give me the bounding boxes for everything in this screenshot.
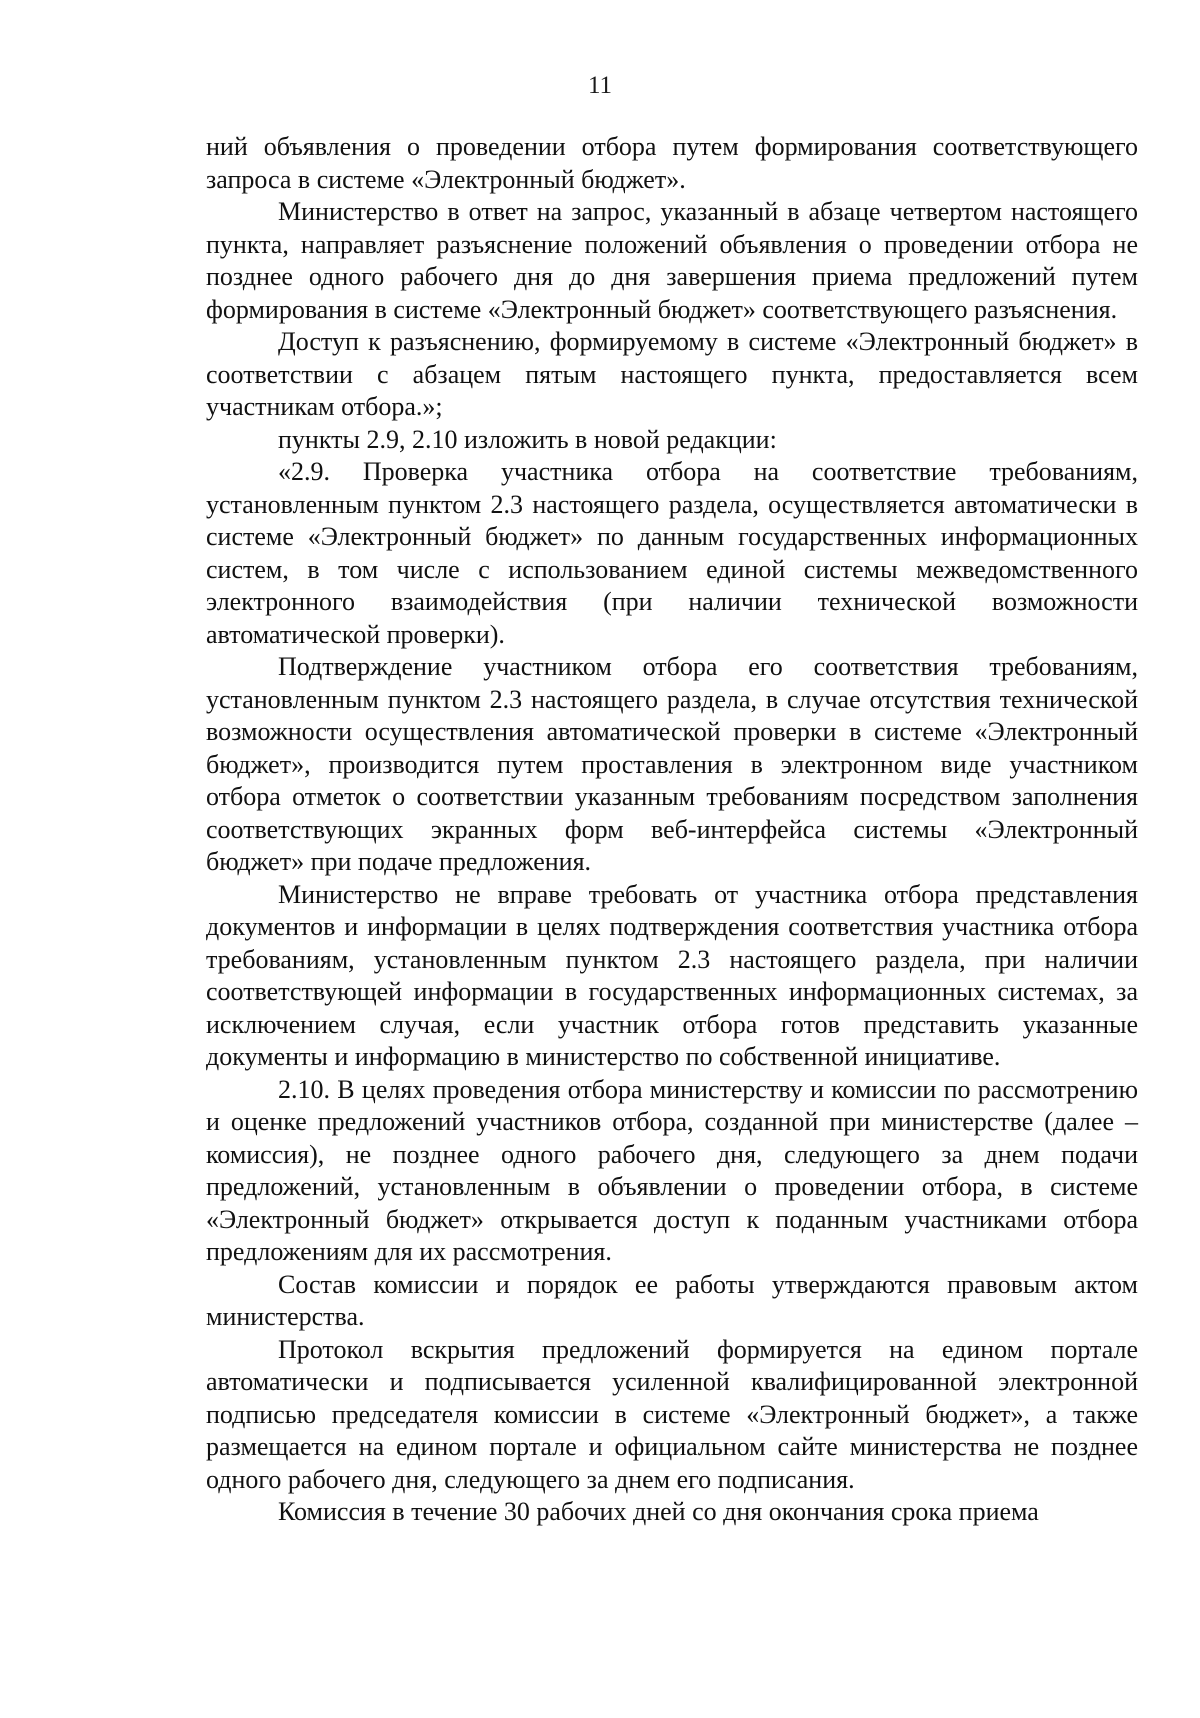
paragraph: Доступ к разъяснению, формируемому в системе «Электронный бюджет» в соответствии с абзацем пятым настоящего пункта, предоставляется всем участникам отбора.»; xyxy=(206,327,1138,421)
paragraph: пункты 2.9, 2.10 изложить в новой редакции: xyxy=(278,424,777,454)
paragraph: 2.10. В целях проведения отбора министерству и комиссии по рассмотрению и оценке предложений участников отбора, созданной при министерстве (далее – комиссия), не позднее одного рабочего дня, следующего за днем подачи предложений, установленным в объявлении о проведении отбора, в системе «Электронный бюджет» открывается доступ к поданным участниками отбора предложениям для их рассмотрения. xyxy=(206,1074,1138,1266)
document-body xyxy=(206,131,1138,1529)
paragraph: Министерство не вправе требовать от участника отбора представления документов и информации в целях подтверждения соответствия участника отбора требованиям, установленным пунктом 2.3 настоящего раздела, при наличии соответствующей информации в государственных информационных системах, за исключением случая, если участник отбора готов представить указанные документы и информацию в министерство по собственной инициативе. xyxy=(206,879,1138,1071)
paragraph: «2.9. Проверка участника отбора на соответствие требованиям, установленным пунктом 2.3 настоящего раздела, осуществляется автоматически в системе «Электронный бюджет» по данным государственных информационных систем, в том числе с использованием единой системы межведомственного электронного взаимодействия (при наличии технической возможности автоматической проверки). xyxy=(206,457,1138,649)
paragraph: Протокол вскрытия предложений формируется на едином портале автоматически и подписывается усиленной квалифицированной электронной подписью председателя комиссии в системе «Электронный бюджет», а также размещается на едином портале и официальном сайте министерства не позднее одного рабочего дня, следующего за днем его подписания. xyxy=(206,1334,1138,1494)
page-number: 11 xyxy=(587,72,613,99)
paragraph: Комиссия в течение 30 рабочих дней со дня окончания срока приема xyxy=(278,1497,1039,1526)
paragraph: Состав комиссии и порядок ее работы утверждаются правовым актом министерства. xyxy=(206,1269,1138,1331)
paragraph: Министерство в ответ на запрос, указанный в абзаце четвертом настоящего пункта, направляет разъяснение положений объявления о проведении отбора не позднее одного рабочего дня до дня завершения приема предложений путем формирования в системе «Электронный бюджет» соответствующего разъяснения. xyxy=(206,197,1138,324)
paragraph: Подтверждение участником отбора его соответствия требованиям, установленным пунктом 2.3 настоящего раздела, в случае отсутствия технической возможности осуществления автоматической проверки в системе «Электронный бюджет», производится путем проставления в электронном виде участником отбора отметок о соответствии указанным требованиям посредством заполнения соответствующих экранных форм веб-интерфейса системы «Электронный бюджет» при подаче предложения. xyxy=(206,652,1138,876)
paragraph: ний объявления о проведении отбора путем формирования соответствующего запроса в системе «Электронный бюджет». xyxy=(206,132,1138,194)
